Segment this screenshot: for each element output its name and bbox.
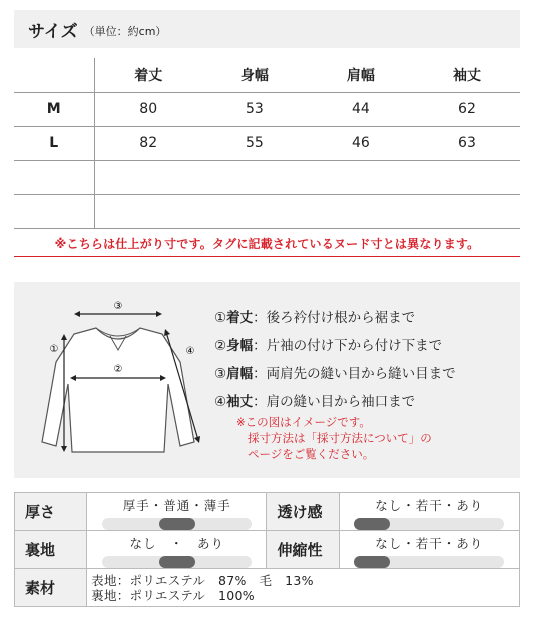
definition-desc: ：片袖の付け下から付け下まで: [253, 338, 443, 354]
definition-term: 肩幅: [226, 366, 254, 382]
material-line: 表地：ポリエステル 87% 毛 13%: [91, 572, 314, 588]
attribute-scale-cell: [87, 493, 267, 531]
table-cell: 55: [202, 126, 308, 160]
section-title-bar: [14, 10, 520, 48]
definition-item: [214, 360, 456, 388]
material-cell: [87, 569, 520, 607]
table-cell: [202, 194, 308, 228]
definition-desc: ：後ろ衿付け根から裾まで: [253, 310, 416, 326]
table-cell: [414, 160, 520, 194]
attribute-scale-cell: [339, 493, 519, 531]
definition-item: [214, 388, 456, 416]
table-header-row: [14, 58, 520, 92]
attribute-label: 裏地: [15, 531, 87, 569]
attribute-row: [15, 531, 520, 569]
scale-options: 厚手・普通・薄手: [122, 497, 231, 513]
table-cell: [308, 194, 414, 228]
row-label: [14, 194, 94, 228]
table-cell: 82: [94, 126, 202, 160]
measurement-definitions: [214, 304, 456, 416]
attribute-label: 透け感: [267, 493, 339, 531]
table-cell: 53: [202, 92, 308, 126]
table-cell: [202, 160, 308, 194]
marker-4: ④: [185, 346, 195, 357]
attribute-label: 伸縮性: [267, 531, 339, 569]
row-label: L: [14, 126, 94, 160]
column-header: 身幅: [202, 58, 308, 92]
definition-item: [214, 332, 456, 360]
table-cell: 80: [94, 92, 202, 126]
table-cell: [308, 160, 414, 194]
marker-2: ②: [113, 364, 123, 375]
table-row: [14, 92, 520, 126]
row-label: [14, 160, 94, 194]
note-line: ページをご覧ください。: [248, 447, 375, 461]
definition-item: [214, 304, 456, 332]
definition-number: ①: [214, 310, 227, 326]
garment-diagram: [34, 292, 204, 468]
measurement-guide: [14, 282, 520, 478]
column-header: 肩幅: [308, 58, 414, 92]
note-line: 採寸方法は「採寸方法について」の: [248, 431, 432, 445]
scale-track: [354, 518, 504, 530]
table-row: [14, 160, 520, 194]
table-row: [14, 194, 520, 228]
scale-indicator: [354, 556, 390, 568]
row-label: M: [14, 92, 94, 126]
table-cell: [414, 194, 520, 228]
section-title: サイズ: [28, 21, 78, 42]
table-cell: 46: [308, 126, 414, 160]
column-header: 袖丈: [414, 58, 520, 92]
definition-term: 身幅: [226, 338, 254, 354]
table-corner: [14, 58, 94, 92]
attribute-label: 厚さ: [15, 493, 87, 531]
scale-indicator: [159, 518, 195, 530]
unit-label: （単位：約cm）: [83, 24, 167, 38]
scale-indicator: [354, 518, 390, 530]
attribute-row: [15, 569, 520, 607]
marker-1: ①: [49, 344, 59, 355]
column-header: 着丈: [94, 58, 202, 92]
scale-track: [354, 556, 504, 568]
definition-term: 着丈: [226, 310, 254, 326]
attribute-scale-cell: [339, 531, 519, 569]
notice-underline: [14, 256, 520, 257]
attribute-label: 素材: [15, 569, 87, 607]
table-row: [14, 126, 520, 160]
material-line: 裏地：ポリエステル 100%: [91, 587, 255, 603]
table-cell: 63: [414, 126, 520, 160]
table-cell: 44: [308, 92, 414, 126]
definition-desc: ：両肩先の縫い目から縫い目まで: [253, 366, 456, 382]
definition-term: 袖丈: [226, 394, 254, 410]
scale-track: [102, 518, 252, 530]
diagram-note: [236, 414, 432, 462]
table-cell: 62: [414, 92, 520, 126]
marker-3: ③: [113, 301, 123, 312]
definition-desc: ：肩の縫い目から袖口まで: [253, 394, 416, 410]
definition-number: ②: [214, 338, 227, 354]
scale-options: なし・若干・あり: [375, 497, 484, 513]
fabric-attributes-table: [14, 492, 520, 607]
scale-track: [102, 556, 252, 568]
definition-number: ④: [214, 394, 227, 410]
note-line: ※この図はイメージです。: [236, 415, 371, 429]
size-table: [14, 58, 520, 229]
attribute-row: [15, 493, 520, 531]
table-cell: [94, 160, 202, 194]
scale-indicator: [159, 556, 195, 568]
scale-options: なし ・ あり: [129, 535, 225, 551]
definition-number: ③: [214, 366, 227, 382]
table-cell: [94, 194, 202, 228]
attribute-scale-cell: [87, 531, 267, 569]
finished-size-notice: ※こちらは仕上がり寸です。タグに記載されているヌード寸とは異なります。: [54, 237, 480, 251]
shirt-outline: [42, 328, 194, 452]
scale-options: なし・若干・あり: [375, 535, 484, 551]
